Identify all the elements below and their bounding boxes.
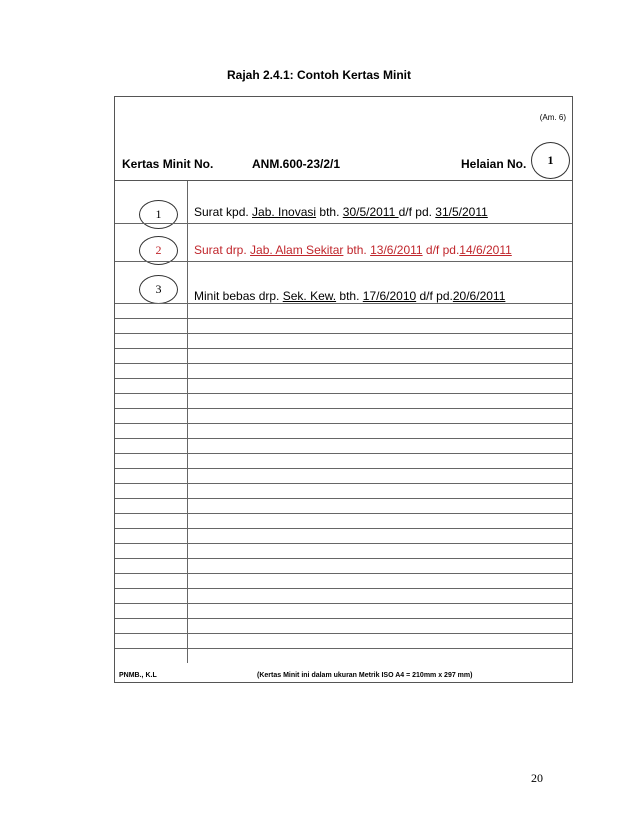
kertas-minit-label: Kertas Minit No. bbox=[122, 157, 214, 171]
underlined-text: 20/6/2011 bbox=[452, 289, 506, 303]
ruled-line bbox=[115, 528, 572, 529]
entry-text-part: Minit bebas drp. bbox=[194, 289, 283, 303]
entry-text-part: bth. bbox=[343, 243, 371, 257]
entry-text-part: d/f pd. bbox=[416, 289, 453, 303]
ruled-line bbox=[115, 543, 572, 544]
underlined-text: 17/6/2010 bbox=[362, 289, 417, 303]
page-number: 20 bbox=[531, 771, 543, 785]
underlined-text: Jab. Inovasi bbox=[252, 205, 317, 219]
ruled-line bbox=[115, 453, 572, 454]
underlined-text: 30/5/2011 bbox=[342, 205, 399, 219]
minute-entry-text bbox=[194, 289, 505, 303]
entry-text-part: d/f pd. bbox=[422, 243, 460, 257]
minute-entry-text bbox=[194, 205, 488, 219]
form-code-label: (Am. 6) bbox=[539, 113, 566, 122]
entry-text-part: bth. bbox=[336, 289, 363, 303]
entry-text-part: Surat kpd. bbox=[194, 205, 253, 219]
ruled-line bbox=[115, 588, 572, 589]
ruled-line bbox=[115, 618, 572, 619]
entry-text-part: bth. bbox=[316, 205, 343, 219]
ruled-line bbox=[115, 363, 572, 364]
entry-text-part: d/f pd. bbox=[398, 205, 436, 219]
ruled-line bbox=[115, 573, 572, 574]
underlined-text: 13/6/2011 bbox=[370, 243, 423, 257]
ruled-line bbox=[115, 498, 572, 499]
ruled-line bbox=[115, 348, 572, 349]
ruled-line bbox=[115, 633, 572, 634]
ruled-line bbox=[115, 483, 572, 484]
footer-origin: PNMB., K.L bbox=[119, 672, 157, 679]
underlined-text: 14/6/2011 bbox=[459, 243, 512, 257]
entry-separator bbox=[115, 223, 572, 224]
footer-size-note: (Kertas Minit ini dalam ukuran Metrik ISO A4 = 210mm x 297 mm) bbox=[257, 672, 473, 679]
file-number: ANM.600-23/2/1 bbox=[252, 157, 341, 171]
entry-separator bbox=[115, 261, 572, 262]
ruled-line bbox=[115, 438, 572, 439]
header-separator bbox=[115, 180, 572, 181]
ruled-line bbox=[115, 303, 572, 304]
underlined-text: Jab. Alam Sekitar bbox=[250, 243, 344, 257]
helaian-label: Helaian No. bbox=[461, 157, 527, 171]
ruled-line bbox=[115, 648, 572, 649]
minute-sheet-form bbox=[114, 96, 573, 683]
figure-caption: Rajah 2.4.1: Contoh Kertas Minit bbox=[226, 68, 412, 82]
column-divider bbox=[187, 181, 188, 663]
entry-number-oval: 1 bbox=[139, 200, 178, 229]
ruled-line bbox=[115, 408, 572, 409]
ruled-line bbox=[115, 468, 572, 469]
underlined-text: Sek. Kew. bbox=[282, 289, 337, 303]
ruled-line bbox=[115, 333, 572, 334]
helaian-number-oval: 1 bbox=[531, 142, 570, 179]
ruled-line bbox=[115, 423, 572, 424]
ruled-line bbox=[115, 513, 572, 514]
entry-number-oval: 3 bbox=[139, 275, 178, 304]
minute-entry-text bbox=[194, 243, 512, 257]
underlined-text: 31/5/2011 bbox=[435, 205, 488, 219]
ruled-line bbox=[115, 558, 572, 559]
entry-number-oval: 2 bbox=[139, 236, 178, 265]
entry-text-part: Surat drp. bbox=[194, 243, 251, 257]
ruled-line bbox=[115, 603, 572, 604]
ruled-line bbox=[115, 393, 572, 394]
ruled-line bbox=[115, 318, 572, 319]
ruled-line bbox=[115, 378, 572, 379]
